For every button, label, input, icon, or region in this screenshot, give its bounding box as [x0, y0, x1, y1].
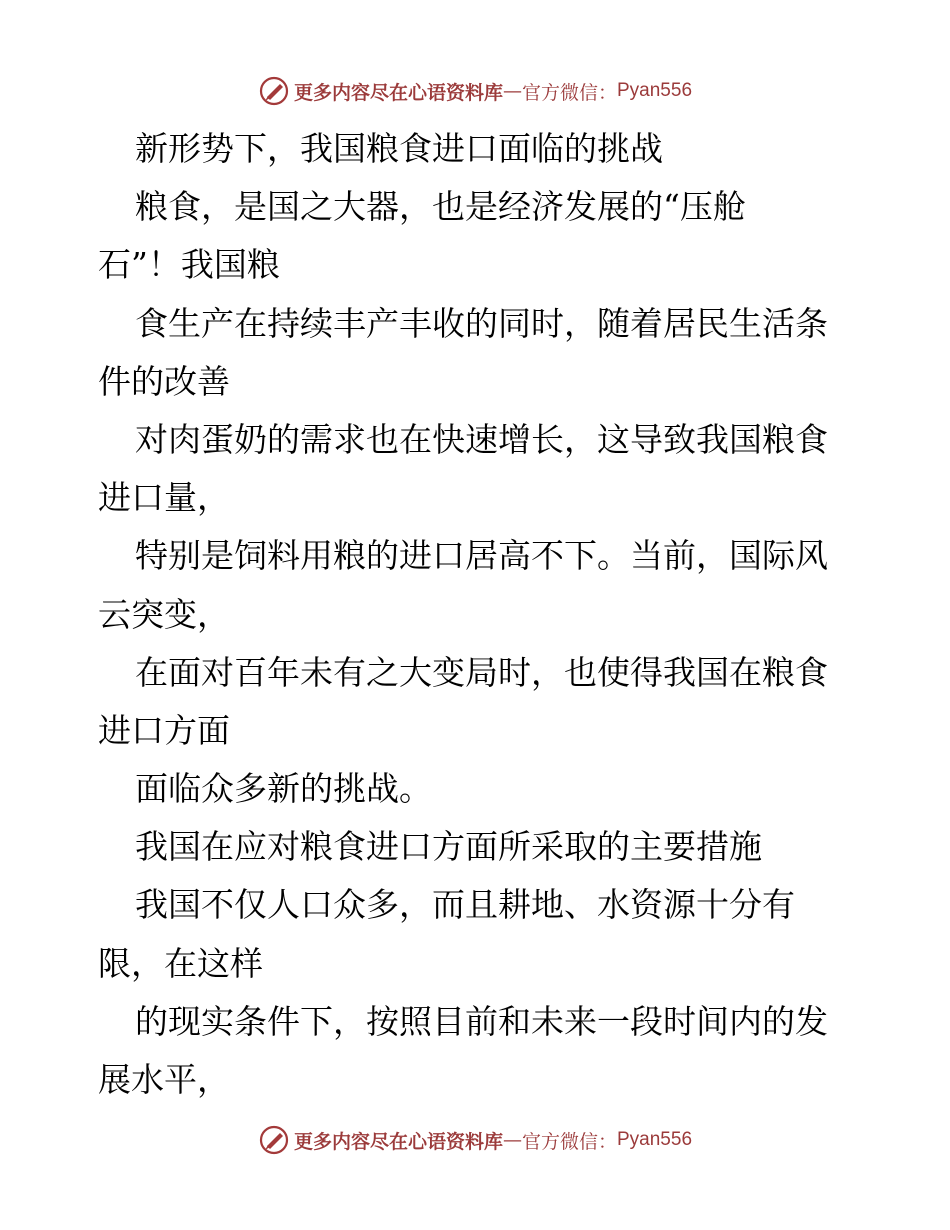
banner-official-label: 官方微信：	[521, 1130, 617, 1153]
text-line: 在面对百年未有之大变局时，也使得我国在粮食	[135, 652, 828, 692]
banner-official-label: 官方微信：	[521, 81, 617, 104]
red-seal-logo-icon	[258, 75, 290, 107]
red-seal-logo-icon	[258, 1124, 290, 1156]
banner-brand-text: 更多内容尽在心语资料库	[293, 1130, 503, 1153]
footer-banner	[0, 1120, 950, 1160]
text-line: 石”！我国粮	[98, 245, 280, 285]
banner-wechat-id: Pyan556	[617, 1129, 693, 1150]
text-line: 我国在应对粮食进口方面所采取的主要措施	[135, 827, 762, 867]
text-line: 我国不仅人口众多，而且耕地、水资源十分有	[135, 885, 795, 925]
header-banner	[0, 71, 950, 111]
text-line: 展水平，	[98, 1060, 230, 1099]
text-line: 特别是饲料用粮的进口居高不下。当前，国际风	[135, 536, 828, 576]
text-line: 进口量，	[98, 478, 230, 518]
text-line: 的现实条件下，按照目前和未来一段时间内的发	[135, 1001, 828, 1041]
banner-wechat-id: Pyan556	[617, 80, 693, 101]
text-line: 进口方面	[98, 710, 230, 750]
text-line: 粮食，是国之大器，也是经济发展的“压舱	[135, 187, 746, 227]
text-line: 云突变，	[98, 594, 230, 634]
banner-dash: —	[502, 1129, 522, 1151]
text-line: 新形势下，我国粮食进口面临的挑战	[135, 129, 663, 168]
banner-brand-text: 更多内容尽在心语资料库	[293, 81, 503, 104]
text-line: 件的改善	[98, 361, 230, 401]
text-line: 食生产在持续丰产丰收的同时，随着居民生活条	[135, 303, 828, 343]
text-line: 面临众多新的挑战。	[135, 769, 432, 809]
text-line: 对肉蛋奶的需求也在快速增长，这导致我国粮食	[135, 419, 828, 459]
article-body	[98, 120, 858, 1109]
banner-dash: —	[502, 80, 522, 102]
text-line: 限，在这样	[98, 943, 263, 983]
